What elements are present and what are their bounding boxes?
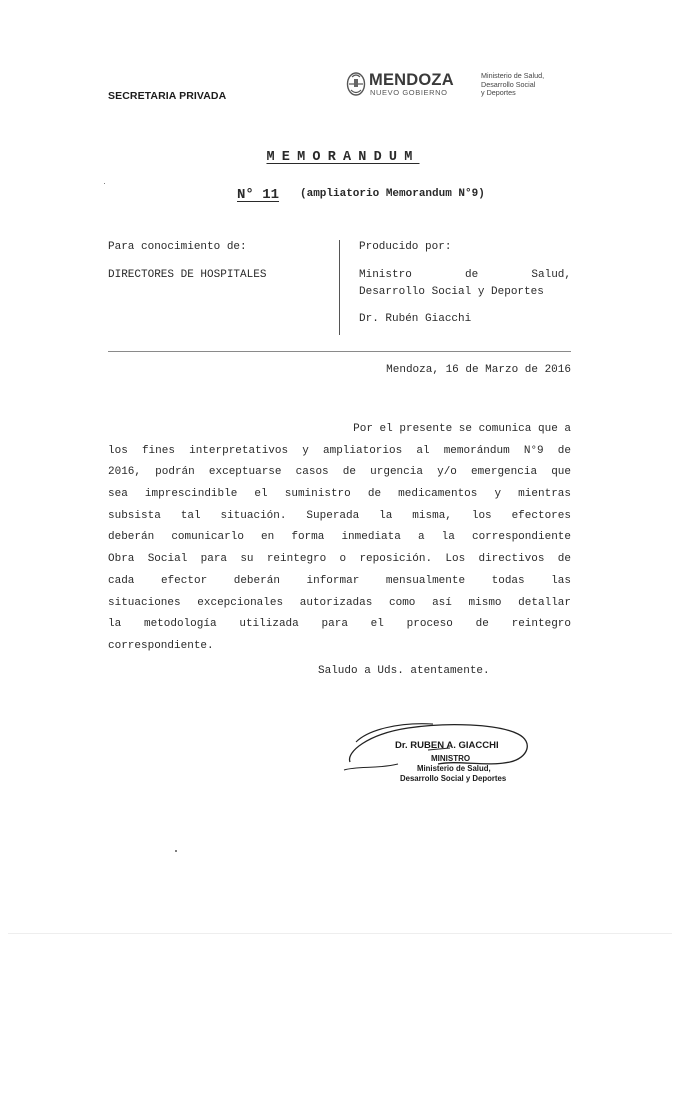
memo-body (108, 419, 571, 658)
scan-artifact-line (8, 933, 672, 934)
signature-stamp-role: MINISTRO (431, 754, 471, 763)
body-line: 2016, podrán exceptuarse casos de urgencia y/o emergencia que (108, 466, 571, 479)
memo-title-text: MEMORANDUM (266, 150, 420, 165)
scan-speck (175, 850, 177, 852)
office-name: SECRETARIA PRIVADA (108, 90, 227, 102)
memo-subtitle: (ampliatorio Memorandum N°9) (300, 188, 485, 200)
logo-tagline: NUEVO GOBIERNO (370, 88, 448, 97)
body-line: situaciones excepcionales autorizadas como así mismo detallar (108, 596, 571, 609)
ministry-heading (481, 72, 571, 98)
ministry-line: y Deportes (481, 88, 516, 97)
body-line: la metodología utilizada para el proceso de reintegro (108, 618, 571, 631)
ministry-line: Desarrollo Social (481, 79, 536, 89)
body-line: cada efector deberán informar mensualmente todas las (108, 574, 571, 587)
coat-of-arms-logo (345, 70, 367, 100)
signature-stamp-ministry: Ministerio de Salud, (417, 764, 491, 773)
body-line: Obra Social para su reintegro o reposición. Los directivos de (108, 553, 571, 566)
recipients-label: Para conocimiento de: (108, 241, 247, 253)
body-line: correspondiente. (108, 639, 214, 652)
body-line: sea imprescindible el suministro de medicamentos y mientras (108, 488, 571, 501)
producer-title-line1: Ministro de Salud, (359, 269, 571, 281)
producer-title-line2: Desarrollo Social y Deportes (359, 286, 544, 298)
signature-stamp-ministry: Desarrollo Social y Deportes (400, 774, 507, 783)
logo-wordmark: MENDOZA (369, 71, 454, 89)
memo-number: N° 11 (237, 187, 280, 203)
ministry-line: Ministerio de Salud, (481, 71, 545, 80)
body-line: deberán comunicarlo en forma inmediata a la correspondiente (108, 531, 571, 544)
section-divider (108, 351, 571, 352)
memo-title (0, 150, 680, 165)
signature-stamp-name: Dr. RUBEN A. GIACCHI (395, 740, 499, 751)
scan-speck (104, 183, 105, 184)
closing-line: Saludo a Uds. atentamente. (318, 665, 490, 677)
recipients-value: DIRECTORES DE HOSPITALES (108, 269, 267, 281)
producer-name: Dr. Rubén Giacchi (359, 313, 472, 325)
producer-label: Producido por: (359, 241, 452, 253)
body-line: los fines interpretativos y ampliatorios al memorándum N°9 de (108, 444, 571, 457)
place-date: Mendoza, 16 de Marzo de 2016 (386, 364, 571, 376)
body-line: subsista tal situación. Superada la misma, los efectores (108, 509, 571, 522)
body-line: Por el presente se comunica que a (353, 423, 571, 435)
column-divider (339, 240, 340, 335)
